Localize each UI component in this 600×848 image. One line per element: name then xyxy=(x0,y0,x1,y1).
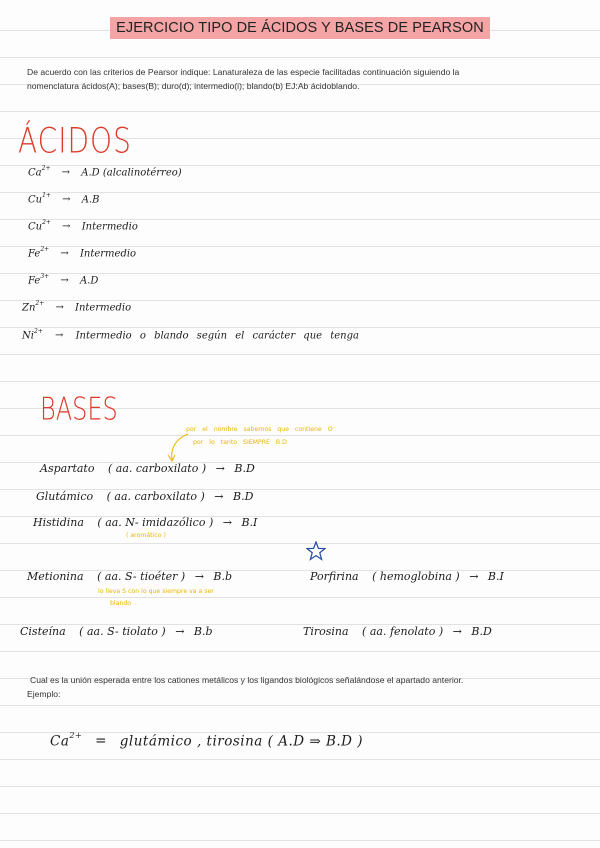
acid-answer: A.D xyxy=(79,275,99,287)
ion-charge: 2+ xyxy=(42,219,51,226)
histidina-note: ( aromático ) xyxy=(126,532,166,539)
base-item xyxy=(310,570,504,583)
bases-note-line-1: por el nombre sabemos que contiene O⁻ xyxy=(186,426,336,433)
ion-charge: 2+ xyxy=(40,246,50,253)
acid-answer: Intermedio xyxy=(79,248,137,260)
acid-item xyxy=(22,300,131,313)
ion-symbol: Fe xyxy=(28,248,41,260)
base-name: Cisteína xyxy=(20,625,66,638)
base-item xyxy=(40,462,255,475)
ion-symbol: Cu xyxy=(28,221,43,233)
acid-answer: Intermedio xyxy=(75,302,132,314)
base-name: Histidina xyxy=(33,516,84,529)
acid-item xyxy=(22,328,359,341)
ion-charge: 2+ xyxy=(41,165,51,172)
base-item xyxy=(33,516,257,529)
instructions-line-1: De acuerdo con las criterios de Pearsor indique: Lanaturaleza de las especie facilitadas continuación siguiendo la xyxy=(27,67,460,77)
bases-heading: BASES xyxy=(40,391,118,428)
ion-charge: 3+ xyxy=(40,273,50,280)
arrow-icon: → xyxy=(60,248,69,260)
example-answer xyxy=(50,730,363,749)
ion-charge: 1+ xyxy=(42,192,51,199)
arrow-icon: → xyxy=(469,570,479,583)
base-item xyxy=(27,570,232,583)
base-detail: ( aa. carboxilato ) xyxy=(106,490,205,503)
base-answer: B.D xyxy=(471,625,492,638)
arrow-icon: → xyxy=(55,302,64,314)
acid-answer: A.D (alcalinotérreo) xyxy=(81,167,182,179)
acid-answer: Intermedio xyxy=(81,221,138,233)
ion-symbol: Ca xyxy=(28,167,42,179)
arrow-icon: → xyxy=(215,462,225,475)
base-name: Glutámico xyxy=(36,490,94,503)
example-text: glutámico , tirosina ( A.D ⇒ B.D ) xyxy=(119,733,364,750)
base-answer: B.I xyxy=(241,516,258,529)
arrow-icon: → xyxy=(214,490,224,503)
arrow-icon: → xyxy=(61,167,71,179)
ion-symbol: Ca xyxy=(50,733,70,750)
arrow-icon: → xyxy=(175,625,185,638)
arrow-icon: → xyxy=(194,570,204,583)
acidos-heading: ÁCIDOS xyxy=(18,120,132,162)
base-item xyxy=(36,490,253,503)
ion-symbol: Fe xyxy=(28,275,41,287)
acid-answer: Intermedio o blando según el carácter que tenga xyxy=(75,330,359,342)
annotation-arrow-icon xyxy=(160,430,200,466)
ion-symbol: Cu xyxy=(28,194,43,206)
bases-note-line-2: por lo tanto SIEMPRE B.D xyxy=(193,439,287,446)
base-name: Tirosina xyxy=(303,625,349,638)
arrow-icon: → xyxy=(55,330,64,342)
arrow-icon: → xyxy=(60,275,69,287)
base-name: Porfirina xyxy=(310,570,359,583)
metionina-note-line-2: blando xyxy=(110,600,132,607)
base-detail: ( aa. carboxilato ) xyxy=(107,462,207,475)
acid-item xyxy=(28,192,99,205)
acid-item xyxy=(28,246,136,259)
page-title: EJERCICIO TIPO DE ÁCIDOS Y BASES DE PEARSON xyxy=(110,17,490,39)
ion-charge: 2+ xyxy=(35,300,45,307)
base-answer: B.D xyxy=(234,462,255,475)
base-item xyxy=(303,625,492,638)
base-detail: ( aa. fenolato ) xyxy=(362,625,444,638)
base-answer: B.b xyxy=(193,625,213,638)
ion-symbol: Zn xyxy=(22,302,36,314)
arrow-icon: → xyxy=(452,625,462,638)
equals-sign: = xyxy=(95,733,107,750)
base-item xyxy=(20,625,213,638)
acid-item xyxy=(28,165,182,178)
base-detail: ( hemoglobina ) xyxy=(372,570,460,583)
question-line-1: Cual es la unión esperada entre los cationes metálicos y los ligandos biológicos señalándose el apartado anterior. xyxy=(30,675,464,685)
acid-item xyxy=(28,273,98,286)
base-detail: ( aa. N- imidazólico ) xyxy=(97,516,214,529)
base-name: Metionina xyxy=(27,570,84,583)
ion-charge: 2+ xyxy=(33,328,43,335)
base-answer: B.b xyxy=(213,570,233,583)
base-name: Aspartato xyxy=(40,462,95,475)
star-icon xyxy=(306,541,326,561)
base-answer: B.D xyxy=(233,490,254,503)
base-detail: ( aa. S- tiolato ) xyxy=(79,625,166,638)
ion-charge: 2+ xyxy=(69,730,83,740)
arrow-icon: → xyxy=(62,194,71,206)
question-line-2: Ejemplo: xyxy=(27,689,61,699)
ion-symbol: Ni xyxy=(22,330,34,342)
base-detail: ( aa. S- tioéter ) xyxy=(97,570,186,583)
instructions-line-2: nomenclatura ácidos(A); bases(B); duro(d); intermedio(i); blando(b) EJ:Ab ácidoblando. xyxy=(27,81,360,91)
acid-answer: A.B xyxy=(81,194,100,206)
base-answer: B.I xyxy=(487,570,504,583)
acid-item xyxy=(28,219,138,232)
metionina-note-line-1: lo lleva S con lo que siempre va a ser xyxy=(98,588,214,595)
arrow-icon: → xyxy=(222,516,232,529)
arrow-icon: → xyxy=(62,221,71,233)
